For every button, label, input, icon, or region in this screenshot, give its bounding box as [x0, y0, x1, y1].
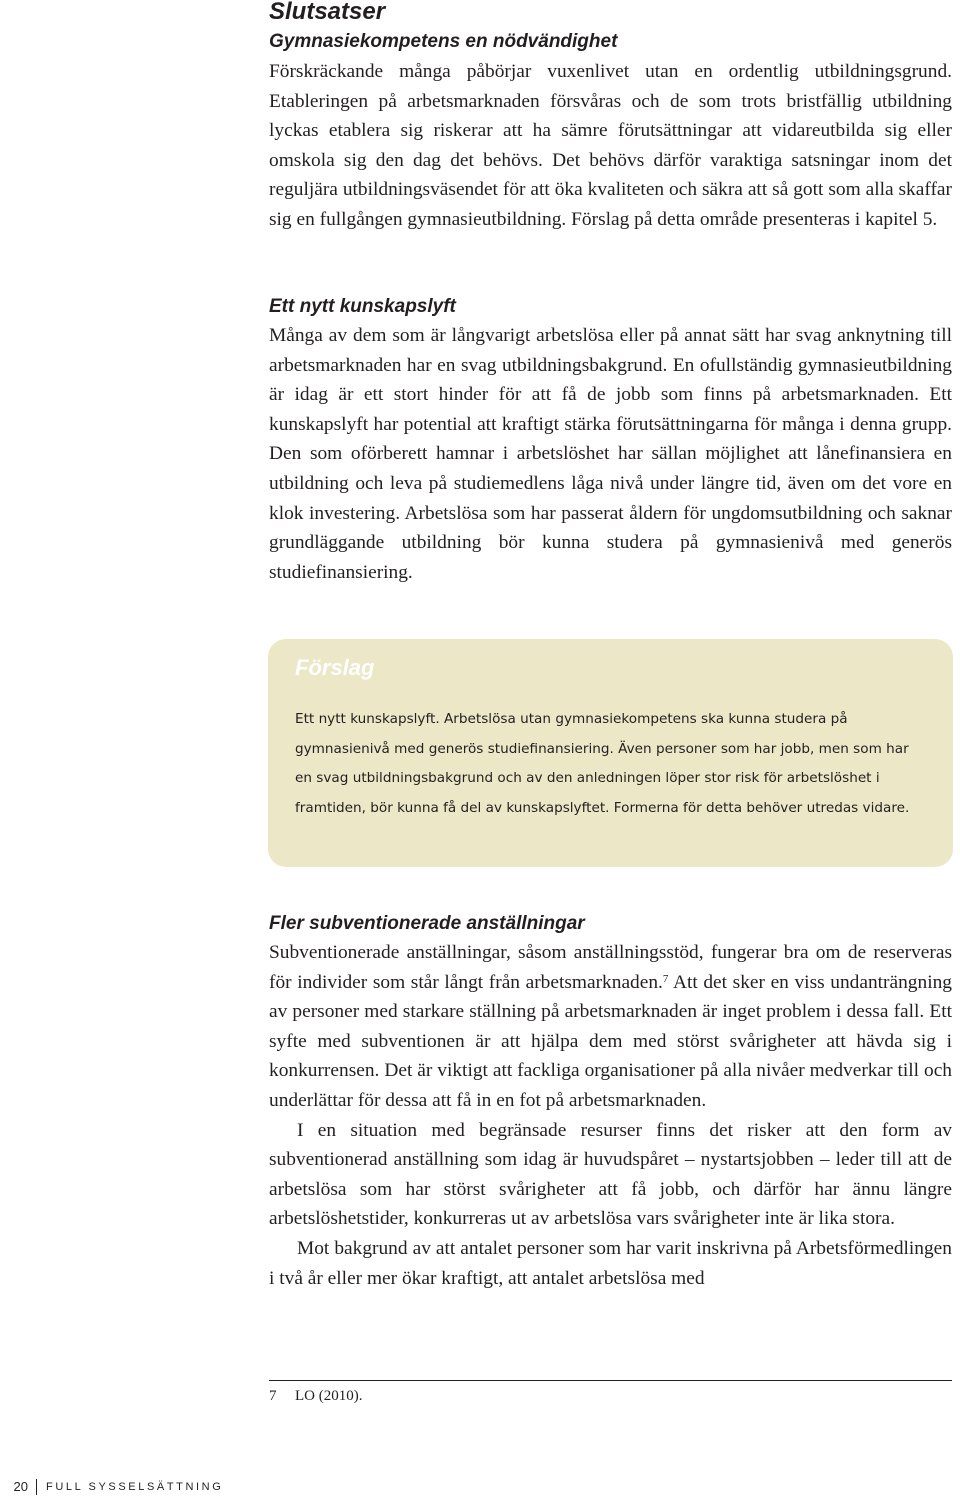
footnote-number: 7 [269, 1388, 277, 1404]
footnote [269, 1385, 363, 1407]
paragraph: Mot bakgrund av att antalet personer som har varit inskrivna på Arbetsförmedlingen i två år eller mer ökar kraftigt, att antalet arbetslösa med [269, 1237, 952, 1289]
paragraph: I en situation med begränsade resurser finns det risker att den form av subventionerad anställning som idag är huvudspåret – nystartsjobben – leder till att de arbetslösa som har störst svårigheter att få jobb, och därför har ännu längre arbetslöshetstider, konkurreras ut av arbetslösa vars svårigheter inte är lika stora. [269, 1119, 952, 1230]
footnote-divider [269, 1380, 952, 1381]
running-title: FULL SYSSELSÄTTNING [46, 1481, 224, 1493]
paragraph: Förskräckande många påbörjar vuxenlivet utan en ordentlig utbildningsgrund. Etableringen på arbetsmarknaden försvåras och de som trots bristfällig utbildning lyckas etablera sig riskerar att ha sämre förutsättningar att vidareutbilda sig eller omskola sig den dag det behövs. Det behövs därför varaktiga satsningar inom det reguljära utbildningsväsendet för att öka kvaliteten och säkra att så gott som alla skaffar sig en fullgången gymnasieutbildning. Förslag på detta område presenteras i kapitel 5. [269, 61, 952, 230]
subheading-kunskapslyft: Ett nytt kunskapslyft [269, 296, 456, 317]
subheading-subventionerade: Fler subventionerade anställningar [269, 913, 585, 934]
paragraph [269, 938, 952, 1116]
footnote-reference[interactable]: 7 [662, 972, 669, 985]
proposal-box [268, 639, 953, 867]
body-text-gymnasiekompetens [269, 57, 952, 235]
paragraph-text-continued: Att det sker en viss undanträngning av personer med starkare ställning på arbetsmarknaden är inget problem i dessa fall. Ett syfte med subventionen är att hjälpa dem med störst svårigheter att hävda sig i konkurrensen. Det är viktigt att fackliga organisationer på alla nivåer medverkar till och underlättar för dessa att få in en fot på arbetsmarknaden. [269, 971, 952, 1111]
subheading-gymnasiekompetens: Gymnasiekompetens en nödvändighet [269, 31, 618, 52]
paragraph-text: Subventionerade anställningar, såsom anställningsstöd, fungerar bra om de reserveras för individer som står långt från arbetsmarknaden. [269, 942, 952, 993]
page-number: 20 [13, 1479, 28, 1494]
page-footer [0, 1478, 223, 1496]
body-text-kunskapslyft [269, 321, 952, 587]
footer-divider [36, 1479, 37, 1495]
footnote-text: LO (2010). [295, 1388, 363, 1404]
section-title: Slutsatser [269, 0, 386, 25]
proposal-text: Ett nytt kunskapslyft. Arbetslösa utan gymnasiekompetens ska kunna studera på gymnasienivå med generös studiefinansiering. Även personer som har jobb, men som har en svag utbildningsbakgrund och av den anledningen löper stor risk för arbetslöshet i framtiden, bör kunna få del av kunskapslyftet. Formerna för detta behöver utredas vidare. [295, 711, 910, 816]
paragraph: Många av dem som är långvarigt arbetslösa eller på annat sätt har svag anknytning till arbetsmarknaden har en svag utbildningsbakgrund. En ofullständig gymnasieutbildning är idag är ett stort hinder för att få de jobb som finns på arbetsmarknaden. Ett kunskapslyft har potential att kraftigt stärka förutsättningarna för många i denna grupp. Den som oförberett hamnar i arbetslöshet har sällan möjlighet att lånefinansiera en utbildning och leva på studiemedlens låga nivå under längre tid, även om det vore en klok investering. Arbetslösa som har passerat åldern för ungdomsutbildning och saknar grundläggande utbildning bör kunna studera på gymnasienivå med generös studiefinansiering. [269, 325, 952, 583]
body-text-subventionerade [269, 938, 952, 1293]
proposal-title: Förslag [295, 655, 375, 680]
